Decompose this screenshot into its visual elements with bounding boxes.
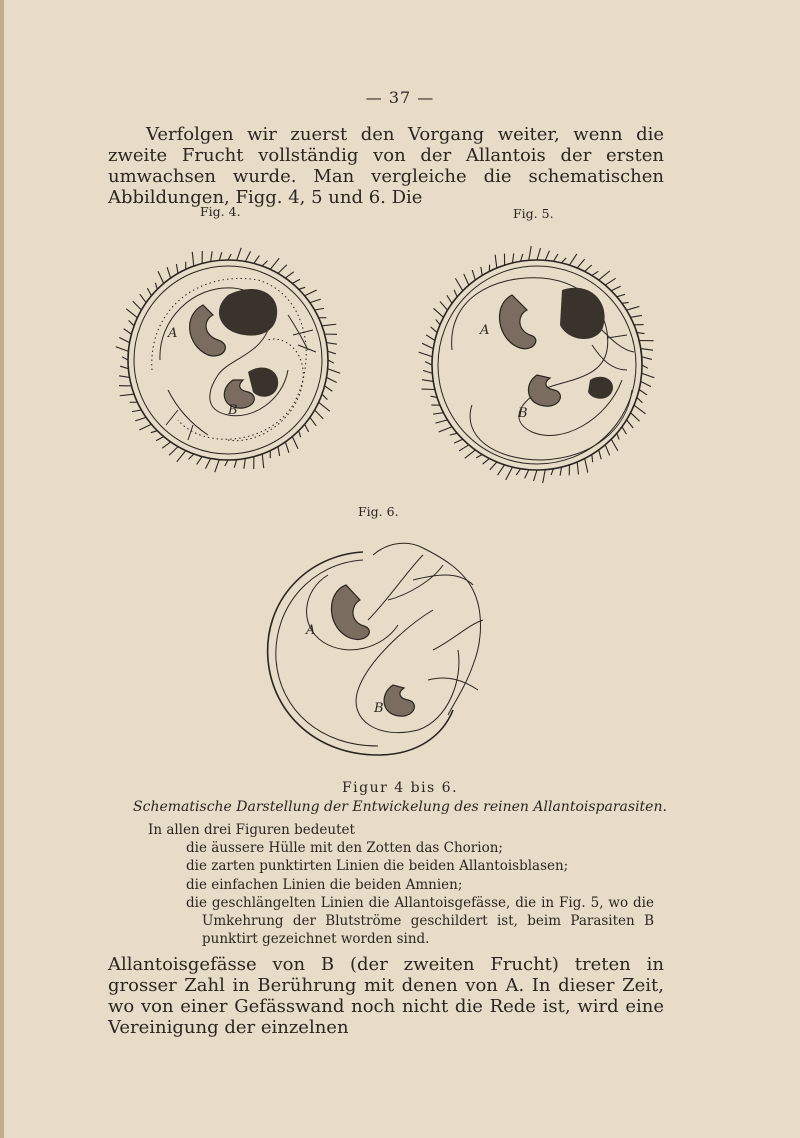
villus xyxy=(498,465,505,475)
fig-5-letter-b: B xyxy=(518,406,528,421)
chorion-inner xyxy=(134,266,322,454)
villus xyxy=(262,454,264,468)
villus xyxy=(481,267,482,276)
villus xyxy=(129,320,134,325)
villus xyxy=(270,258,279,269)
villus xyxy=(605,278,615,285)
embryo-b xyxy=(384,685,414,716)
villus xyxy=(419,352,433,357)
caption-title: Figur 4 bis 6. xyxy=(341,780,459,796)
legend-intro: In allen drei Figuren bedeutet xyxy=(148,822,355,838)
fig-6-letter-a: A xyxy=(306,623,316,638)
villus xyxy=(605,445,609,456)
villus xyxy=(278,265,287,274)
villus xyxy=(158,271,164,283)
villus xyxy=(322,324,336,326)
villus xyxy=(124,329,132,334)
villus xyxy=(641,381,651,386)
villus xyxy=(151,431,157,433)
villus xyxy=(120,394,134,396)
villus xyxy=(155,283,157,289)
villus xyxy=(447,295,452,303)
embryo-b-vesicle xyxy=(588,377,613,399)
villus xyxy=(120,366,128,369)
page-number: — 37 — xyxy=(365,88,435,107)
villus xyxy=(622,427,626,434)
villus xyxy=(119,337,129,342)
villus xyxy=(592,455,593,463)
villus xyxy=(562,258,567,263)
villus xyxy=(422,380,433,382)
villus xyxy=(431,327,438,333)
villus xyxy=(627,420,634,428)
villus xyxy=(631,413,640,422)
villus xyxy=(512,253,513,262)
villus xyxy=(310,417,316,425)
caption-legend xyxy=(148,821,654,948)
villus xyxy=(322,394,327,399)
villus xyxy=(516,469,520,475)
fig-5-letter-a: A xyxy=(480,323,490,338)
villus xyxy=(534,470,537,481)
embryo-a xyxy=(500,295,536,349)
villus xyxy=(617,294,625,297)
villus xyxy=(305,424,309,432)
villus xyxy=(639,390,647,395)
villus xyxy=(611,286,620,291)
villus xyxy=(642,357,652,360)
villus xyxy=(305,290,317,296)
villus xyxy=(299,431,301,437)
villus xyxy=(299,287,305,289)
legend-item: die einfachen Linien die beiden Amnien; xyxy=(186,876,463,893)
villus xyxy=(642,365,648,368)
villus xyxy=(292,279,300,283)
embryo-a xyxy=(331,585,369,639)
figure-4-diagram xyxy=(108,240,348,480)
villus xyxy=(325,386,333,391)
villus xyxy=(116,347,129,352)
villus xyxy=(641,349,653,351)
villus xyxy=(592,271,598,275)
villus xyxy=(569,254,576,265)
villus xyxy=(228,254,231,260)
villus xyxy=(553,254,558,261)
villus xyxy=(423,371,432,374)
villus xyxy=(537,248,541,260)
villus xyxy=(219,252,222,260)
chorion-villi xyxy=(419,246,655,483)
villus xyxy=(450,433,457,435)
villus xyxy=(285,442,289,453)
villus xyxy=(156,437,164,441)
allantois-vessels xyxy=(368,555,483,690)
paragraph-bottom: Allantoisgefässe von B (der zweiten Frucht) treten in grosser Zahl in Berührung mit denen von A. In dieser Zeit, wo von einer Gefässwand noch nicht die Rede ist, wird eine Vereinigung der einzelnen xyxy=(108,954,664,1038)
villus xyxy=(328,369,341,374)
villus xyxy=(167,267,171,278)
embryo-a-vesicle xyxy=(219,289,277,336)
villus xyxy=(244,458,246,468)
villus xyxy=(627,306,640,310)
villus xyxy=(585,265,592,271)
villus xyxy=(433,413,443,414)
villus xyxy=(147,288,151,296)
villus xyxy=(577,462,578,474)
embryo-b-vesicle xyxy=(248,368,278,397)
figure-5-diagram xyxy=(412,240,662,490)
villus xyxy=(422,343,433,348)
villus xyxy=(637,397,643,402)
villus xyxy=(543,470,546,483)
paragraph-top: Verfolgen wir zuerst den Vorgang weiter, wenn die zweite Frucht vollständig von der Allantois der ersten umwachsen wurde. Man vergleiche die schematischen Abbildungen, Figg. 4, 5 und 6. Die xyxy=(108,124,664,208)
villus xyxy=(328,351,336,354)
caption-subtitle: Schematische Darstellung der Entwickelung des reinen Allantoisparasiten. xyxy=(133,799,667,815)
villus xyxy=(599,450,601,459)
legend-list xyxy=(148,839,654,948)
villus xyxy=(292,437,298,449)
villus xyxy=(560,467,561,476)
villus xyxy=(319,402,330,411)
villus xyxy=(434,308,444,317)
villus xyxy=(472,270,475,280)
villus xyxy=(205,458,210,468)
villus xyxy=(585,459,588,473)
fig-4-letter-b: B xyxy=(228,403,238,418)
figure-6-diagram xyxy=(258,530,508,765)
villus xyxy=(315,308,324,310)
villus xyxy=(262,261,267,266)
villus xyxy=(278,447,280,456)
page-edge xyxy=(0,0,4,1138)
fig-5-label: Fig. 5. xyxy=(513,206,554,221)
villus xyxy=(140,294,146,302)
villus xyxy=(599,271,610,280)
villus xyxy=(177,451,186,462)
villus xyxy=(192,252,194,266)
embryo-a-vesicle xyxy=(560,288,605,339)
villus xyxy=(254,256,259,264)
villus xyxy=(454,290,457,297)
fig-6-letter-b: B xyxy=(374,701,384,716)
villus xyxy=(285,272,293,278)
villus xyxy=(225,460,228,466)
villus xyxy=(436,319,440,324)
legend-item: die geschlängelten Linien die Allantoisgefässe, die in Fig. 5, wo die Umkehrung der Blutströme geschildert ist, beim Parasiten B punktirt gezeichnet worden sind. xyxy=(186,894,654,948)
villus xyxy=(215,460,220,473)
villus xyxy=(525,470,529,479)
villus xyxy=(310,299,321,303)
villus xyxy=(490,462,497,470)
villus xyxy=(459,445,469,451)
villus xyxy=(521,254,523,261)
villus xyxy=(435,420,447,423)
embryo-b xyxy=(528,375,560,406)
villus xyxy=(326,343,336,345)
villus xyxy=(188,454,193,459)
villus xyxy=(464,274,469,285)
fig-4-letter-a: A xyxy=(168,326,178,341)
villus xyxy=(426,335,435,341)
villus xyxy=(642,373,655,378)
villus xyxy=(126,309,137,318)
villus xyxy=(483,459,490,465)
villus xyxy=(637,333,645,334)
legend-item: die zarten punktirten Linien die beiden Allantoisblasen; xyxy=(186,858,569,875)
villus xyxy=(326,377,336,382)
villus xyxy=(440,301,448,310)
villus xyxy=(176,264,178,273)
villus xyxy=(495,255,497,268)
villus xyxy=(455,278,462,290)
villus xyxy=(119,376,129,378)
villus xyxy=(439,427,452,432)
villus xyxy=(545,251,549,261)
fig-6-label: Fig. 6. xyxy=(358,504,399,519)
villus xyxy=(169,447,178,456)
villus xyxy=(476,455,482,458)
villus xyxy=(245,251,250,261)
villus xyxy=(162,442,170,448)
villus xyxy=(465,450,475,458)
villus xyxy=(133,301,142,310)
villus xyxy=(132,410,141,412)
villus xyxy=(211,251,213,261)
legend-item: die äussere Hülle mit den Zotten das Chorion; xyxy=(186,840,503,857)
villus xyxy=(506,467,513,480)
villus xyxy=(122,357,128,360)
villus xyxy=(611,439,618,451)
villus xyxy=(234,460,237,468)
villus xyxy=(315,410,324,419)
villus xyxy=(139,424,151,430)
villus xyxy=(631,315,642,317)
villus xyxy=(237,248,242,261)
villus xyxy=(135,417,146,421)
villus xyxy=(197,457,202,465)
villus xyxy=(577,259,584,268)
chorion-villi xyxy=(116,248,340,472)
villus xyxy=(622,302,629,303)
villus xyxy=(617,433,619,439)
villus xyxy=(328,360,334,363)
fig-4-label: Fig. 4. xyxy=(200,204,241,219)
chorion-outer xyxy=(128,260,328,460)
allantois-vessels xyxy=(592,330,634,370)
villus xyxy=(454,439,463,443)
villus xyxy=(529,246,531,260)
villus xyxy=(634,405,646,414)
villus xyxy=(425,362,432,365)
